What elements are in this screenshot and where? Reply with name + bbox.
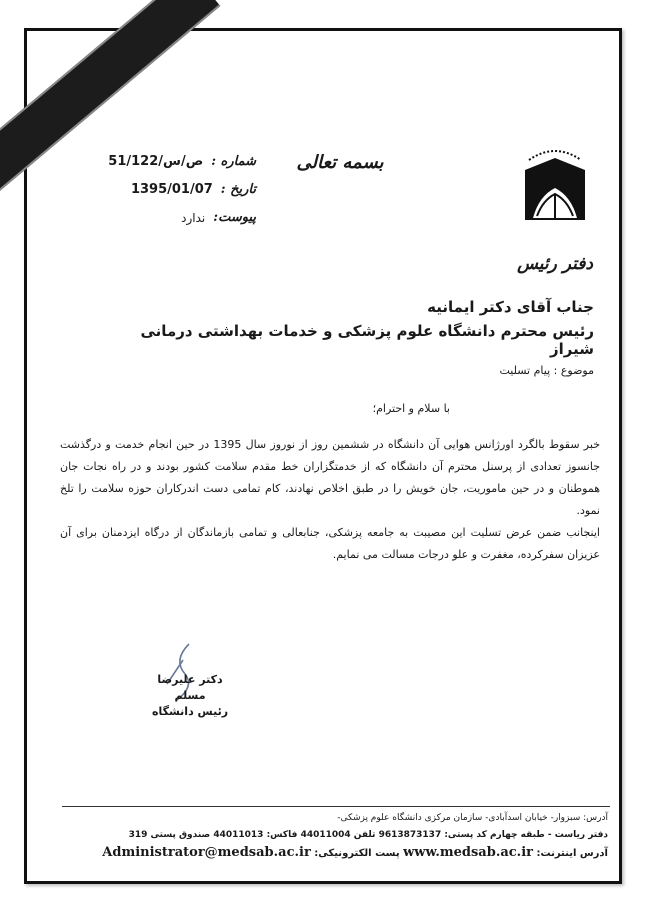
email-link[interactable]: Administrator@medsab.ac.ir [102,845,311,860]
book-emblem-icon [515,140,595,250]
signatory-title: رئیس دانشگاه [151,705,229,718]
date-label: تاریخ : [220,182,256,197]
attachment-label: پیوست: [213,210,256,225]
logo-caption: دفتر رئیس [517,254,593,274]
number-value: 51/ص/س/122 [108,154,204,169]
body-paragraph-1: خبر سقوط بالگرد اورژانس هوایی آن دانشگاه در ششمین روز از نوروز سال 1395 در حین انجام خدمت و درگذشت جانسوز تعدادی از پرسنل محترم آن دانشگاه که از خدمتگزاران خط مقدم سلامت کشور بودند و در راه نجات جان هموطنان و در حین ماموریت، جان خویش را در طبق اخلاص نهادند، کام تمامی دست اندرکاران حوزه سلامت را تلخ نمود. [60,438,600,517]
recipient-title: رئیس محترم دانشگاه علوم پزشکی و خدمات بهداشتی درمانی شیراز [140,322,594,358]
letter-meta [96,148,256,232]
basmala: بسمه تعالی [296,152,384,173]
body-paragraph-2: اینجانب ضمن عرض تسلیت این مصیبت به جامعه پزشکی، جنابعالی و تمامی بازماندگان از درگاه ایزدمنان برای آن عزیزان سفرکرده، مغفرت و علو درجات مسالت می نمایم. [60,526,600,561]
recipient-name: جناب آقای دکتر ایمانیه [427,298,594,316]
date-row [96,176,256,204]
attachment-value: ندارد [181,211,206,225]
website-link[interactable]: www.medsab.ac.ir [403,845,533,860]
signatory-name: دکتر علیرضا مسلم [157,673,223,702]
letter-body [60,434,600,566]
footer [48,810,608,862]
footer-address: آدرس: سبزوار- خیابان اسدآبادی- سازمان مرکزی دانشگاه علوم پزشکی- [337,813,608,823]
email-label: پست الکترونیکی: [314,848,400,859]
number-row [96,148,256,176]
subject-line: موضوع : پیام تسلیت [499,364,594,377]
number-label: شماره : [211,154,256,169]
footer-web [48,844,608,862]
greeting: با سلام و احترام؛ [372,402,450,415]
signature-block [145,640,235,720]
footer-divider [62,806,610,807]
web-label: آدرس اینترنت: [536,848,608,859]
recipient-block [94,298,594,377]
date-value: 1395/01/07 [130,182,213,197]
attachment-row [96,204,256,232]
university-logo [510,140,600,280]
footer-office: دفتر ریاست - طبقه چهارم کد پستی: 9613873137 تلفن 44011004 فاکس: 44011013 صندوق پستی 319 [128,830,608,840]
